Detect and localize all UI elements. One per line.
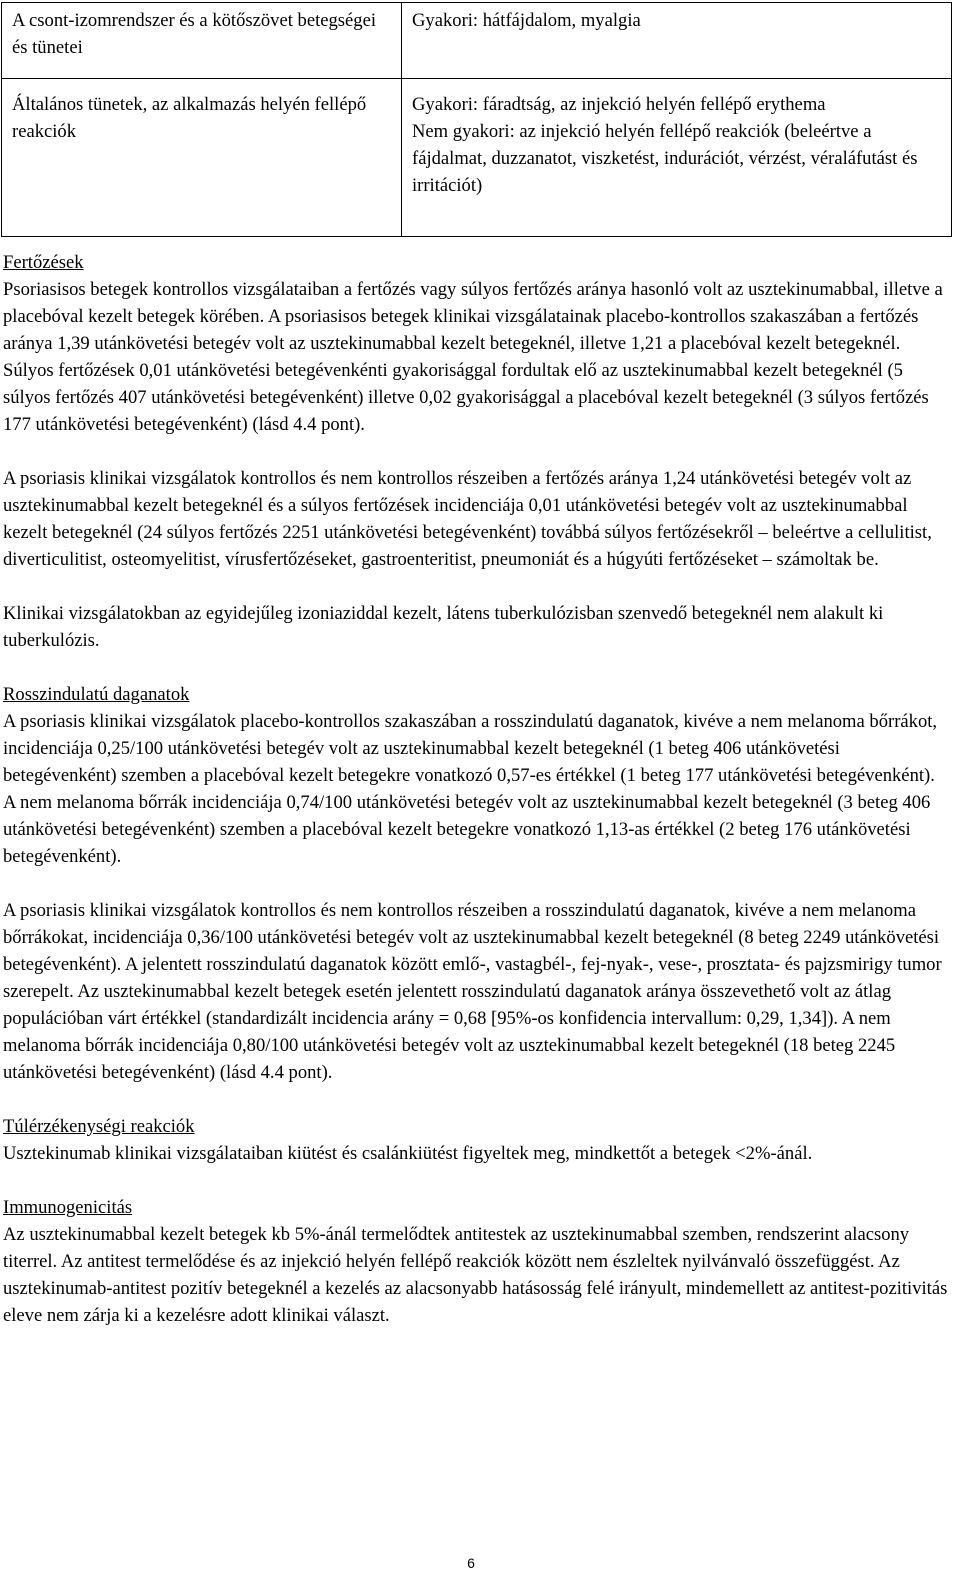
table-cell-reactions xyxy=(402,79,952,237)
table-cell-reactions: Gyakori: hátfájdalom, myalgia xyxy=(402,3,952,79)
paragraph: A psoriasis klinikai vizsgálatok placebo-kontrollos szakaszában a rosszindulatú daganatok, kivéve a nem melanoma bőrrákot, incidenciája 0,25/100 utánkövetési betegév volt az usztekinumabbal kezelt betegeknél (1 beteg 406 utánkövetési betegévenként) szemben a placebóval kezelt betegekre vonatkozó 0,57-es értékkel (1 beteg 177 utánkövetési betegévenként). A nem melanoma bőrrák incidenciája 0,74/100 utánkövetési betegév volt az usztekinumabbal kezelt betegeknél (3 beteg 406 utánkövetési betegévenként) szemben a placebóval kezelt betegekre vonatkozó 1,13-as értékkel (2 beteg 176 utánkövetési betegévenként). xyxy=(3,711,938,867)
table-cell-category: Általános tünetek, az alkalmazás helyén fellépő reakciók xyxy=(2,79,402,237)
table-cell-category: A csont-izomrendszer és a kötőszövet betegségei és tünetei xyxy=(2,3,402,79)
section-heading-hypersensitivity: Túlérzékenységi reakciók xyxy=(3,1116,195,1137)
section-heading-infections: Fertőzések xyxy=(3,252,84,273)
adverse-reactions-table xyxy=(1,2,952,237)
paragraph: A psoriasis klinikai vizsgálatok kontrollos és nem kontrollos részeiben a rosszindulatú daganatok, kivéve a nem melanoma bőrrákokat, incidenciája 0,36/100 utánkövetési betegév volt az usztekinumabbal kezelt betegeknél (8 beteg 2249 utánkövetési betegévenként). A jelentett rosszindulatú daganatok között emlő-, vastagbél-, fej-nyak-, vese-, prosztata- és pajzsmirigy tumor szerepelt. Az usztekinumabbal kezelt betegek esetén jelentett rosszindulatú daganatok aránya összevethető volt az átlag populációban várt értékkel (standardizált incidencia arány = 0,68 [95%-os konfidencia intervallum: 0,29, 1,34]). A nem melanoma bőrrák incidenciája 0,80/100 utánkövetési betegév volt az usztekinumabbal kezelt betegeknél (18 beteg 2245 utánkövetési betegévenként) (lásd 4.4 pont). xyxy=(3,900,942,1083)
paragraph: Usztekinumab klinikai vizsgálataiban kiütést és csalánkiütést figyeltek meg, mindkettőt a betegek <2%-ánál. xyxy=(3,1143,813,1164)
page-number: 6 xyxy=(467,1555,475,1571)
paragraph: A psoriasis klinikai vizsgálatok kontrollos és nem kontrollos részeiben a fertőzés aránya 1,24 utánkövetési betegév volt az usztekinumabbal kezelt betegeknél és a súlyos fertőzések incidenciája 0,01 utánkövetési betegév volt az usztekinumabbal kezelt betegeknél (24 súlyos fertőzés 2251 utánkövetési betegévenként) továbbá súlyos fertőzésekről – beleértve a cellulitist, diverticulitist, osteomyelitist, vírusfertőzéseket, gastroenteritist, pneumoniát és a húgyúti fertőzéseket – számoltak be. xyxy=(3,468,932,570)
table-row xyxy=(2,3,952,79)
paragraph: Az usztekinumabbal kezelt betegek kb 5%-ánál termelődtek antitestek az usztekinumabbal szemben, rendszerint alacsony titerrel. Az antitest termelődése és az injekció helyén fellépő reakciók között nem észleltek nyilvánvaló összefüggést. Az usztekinumab-antitest pozitív betegeknél a kezelés az alacsonyabb hatásosság felé irányult, mindemellett az antitest-pozitivitás eleve nem zárja ki a kezelésre adott klinikai választ. xyxy=(3,1224,948,1326)
section-heading-immunogenicity: Immunogenicitás xyxy=(3,1197,133,1218)
paragraph: Psoriasisos betegek kontrollos vizsgálataiban a fertőzés vagy súlyos fertőzés aránya hasonló volt az usztekinumabbal, illetve a placebóval kezelt betegek körében. A psoriasisos betegek klinikai vizsgálatainak placebo-kontrollos szakaszában a fertőzés aránya 1,39 utánkövetési betegév volt az usztekinumabbal kezelt betegeknél, illetve 1,21 a placebóval kezelt betegeknél. Súlyos fertőzések 0,01 utánkövetési betegévenkénti gyakorisággal fordultak elő az usztekinumabbal kezelt betegeknél (5 súlyos fertőzés 407 utánkövetési betegévenként) illetve 0,02 gyakorisággal a placebóval kezelt betegeknél (3 súlyos fertőzés 177 utánkövetési betegévenként) (lásd 4.4 pont). xyxy=(3,279,943,435)
body-text xyxy=(3,249,948,1329)
reaction-line-uncommon: Nem gyakori: az injekció helyén fellépő reakciók (beleértve a fájdalmat, duzzanatot, viszketést, indurációt, vérzést, véraláfutást és irritációt) xyxy=(412,121,918,196)
table-row xyxy=(2,79,952,237)
reaction-line-common: Gyakori: fáradtság, az injekció helyén fellépő erythema xyxy=(412,94,826,115)
paragraph: Klinikai vizsgálatokban az egyidejűleg izoniaziddal kezelt, látens tuberkulózisban szenvedő betegeknél nem alakult ki tuberkulózis. xyxy=(3,603,884,651)
section-heading-malignancies: Rosszindulatú daganatok xyxy=(3,684,190,705)
